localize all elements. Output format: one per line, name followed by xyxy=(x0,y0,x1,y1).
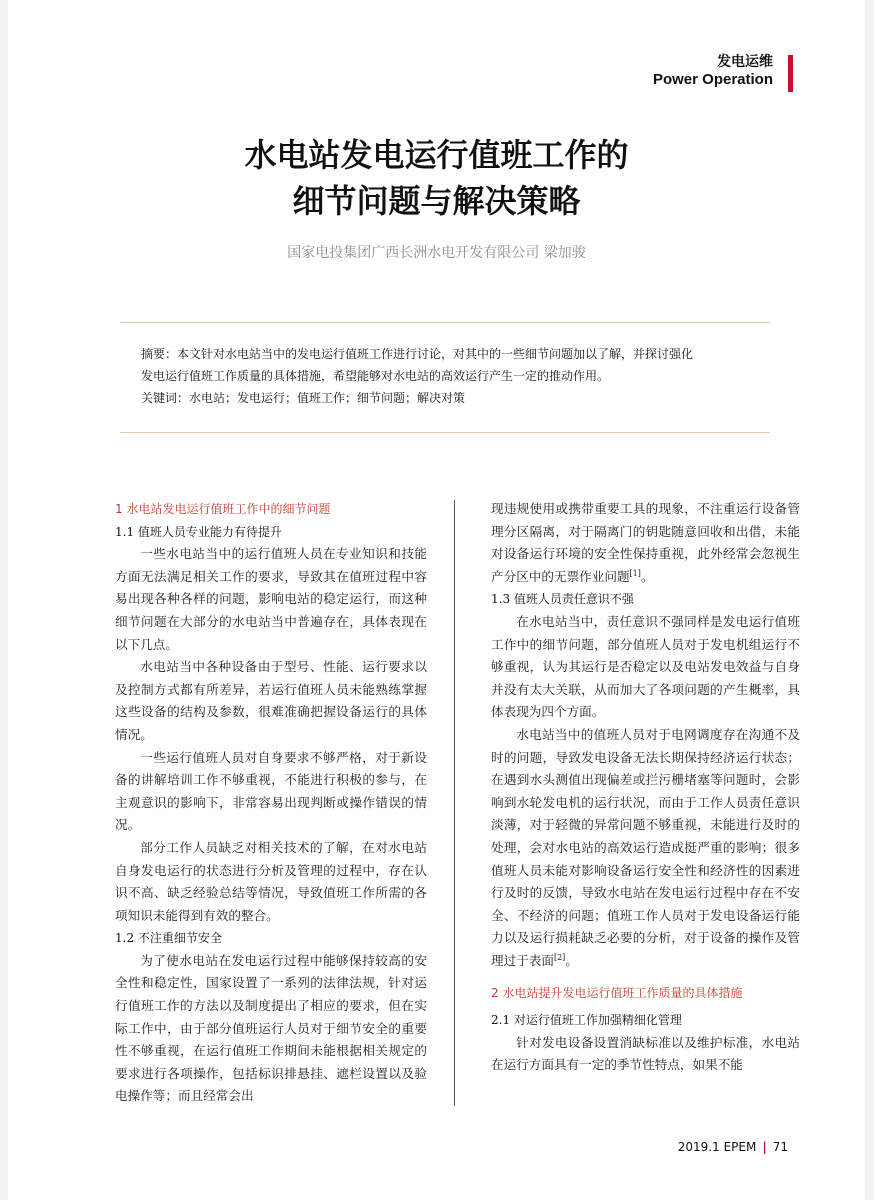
paragraph-end: 。 xyxy=(565,952,578,968)
paragraph-text: 现违规使用或携带重要工具的现象，不注重运行设备管理分区隔离，对于隔离门的钥匙随意回收和出借，未能对设备运行环境的安全性保持重视，此外经常会忽视生产分区中的无票作业问题 xyxy=(491,501,800,584)
article-title xyxy=(8,132,865,224)
page xyxy=(8,0,865,1200)
abstract-top-rule xyxy=(120,322,770,323)
abstract-line-1: 摘要：本文针对水电站当中的发电运行值班工作进行讨论，对其中的一些细节问题加以了解，并探讨强化 xyxy=(141,347,694,361)
section-2-heading: 2 水电站提升发电运行值班工作质量的具体措施 xyxy=(491,986,743,1001)
section-2-1-heading: 2.1 对运行值班工作加强精细化管理 xyxy=(491,1013,682,1028)
section-1-1-heading: 1.1 值班人员专业能力有待提升 xyxy=(115,524,282,539)
right-column xyxy=(491,498,800,1077)
citation-1: [1] xyxy=(629,568,641,578)
paragraph: 水电站当中各种设备由于型号、性能、运行要求以及控制方式都有所差异，若运行值班人员未能熟练掌握这些设备的结构及参数，很难准确把握设备运行的具体情况。 xyxy=(115,659,427,742)
section-header xyxy=(653,52,773,90)
section-1-2-heading: 1.2 不注重细节安全 xyxy=(115,931,222,946)
issue-label: 2019.1 EPEM xyxy=(677,1140,757,1154)
left-column xyxy=(115,498,427,1108)
footer-separator: | xyxy=(762,1140,767,1154)
paragraph: 为了使水电站在发电运行过程中能够保持较高的安全性和稳定性，国家设置了一系列的法律法规，针对运行值班工作的方法以及制度提出了相应的要求，但在实际工作中，由于部分值班运行人员对于细节安全的重要性不够重视，在运行值班工作期间未能根据相关规定的要求进行各项操作，包括标识排悬挂、遮栏设置以及验电操作等；而且经常会出 xyxy=(115,952,427,1104)
paragraph: 部分工作人员缺乏对相关技术的了解，在对水电站自身发电运行的状态进行分析及管理的过程中，存在认识不高、缺乏经验总结等情况，导致值班工作所需的各项知识未能得到有效的整合。 xyxy=(115,839,427,923)
abstract-line-2: 发电运行值班工作质量的具体措施，希望能够对水电站的高效运行产生一定的推动作用。 xyxy=(141,369,610,383)
title-line-2: 细节问题与解决策略 xyxy=(292,182,581,220)
abstract-block xyxy=(141,343,781,409)
paragraph-text: 水电站当中的值班人员对于电网调度存在沟通不及时的问题，导致发电设备无法长期保持经济运行状态；在遇到水头测值出现偏差或拦污栅堵塞等问题时，会影响到水轮发电机的运行状况，而由于工作人员责任意识淡薄，对于轻微的异常问题不够重视，未能进行及时的处理，会对水电站的高效运行造成挺严重的影响；很多值班人员未能对影响设备运行安全性和经济性的因素进行及时的反馈，导致水电站在发电运行过程中存在不安全、不经济的问题；值班工作人员对于发电设备运行能力以及运行损耗缺乏必要的分析，对于设备的操作及管理过于表面 xyxy=(491,726,800,968)
paragraph: 一些水电站当中的运行值班人员在专业知识和技能方面无法满足相关工作的要求，导致其在值班过程中容易出现各种各样的问题，影响电站的稳定运行，而这种细节问题在大部分的水电站当中普遍存在，具体表现在以下几点。 xyxy=(115,546,427,652)
section-accent-bar xyxy=(788,55,793,92)
citation-2: [2] xyxy=(553,952,566,962)
paragraph: 在水电站当中，责任意识不强同样是发电运行值班工作中的细节问题，部分值班人员对于发电机组运行不够重视，认为其运行是否稳定以及电站发电效益与自身并没有太大关联，从而加大了各项问题的产生概率，具体表现为四个方面。 xyxy=(491,613,800,720)
section-1-heading: 1 水电站发电运行值班工作中的细节问题 xyxy=(115,502,331,516)
abstract-bottom-rule xyxy=(120,432,770,433)
section-1-3-heading: 1.3 值班人员责任意识不强 xyxy=(491,592,634,607)
section-label-en: Power Operation xyxy=(652,71,773,88)
keywords: 关键词：水电站；发电运行；值班工作；细节问题；解决对策 xyxy=(141,391,466,405)
paragraph xyxy=(491,724,800,973)
page-number: 71 xyxy=(772,1140,788,1154)
paragraph xyxy=(491,498,800,588)
title-line-1: 水电站发电运行值班工作的 xyxy=(244,136,629,174)
column-divider xyxy=(454,500,455,1106)
author-line: 国家电投集团广西长洲水电开发有限公司 梁加骏 xyxy=(287,245,586,261)
page-footer xyxy=(678,1140,788,1154)
section-label-cn: 发电运维 xyxy=(717,53,773,69)
paragraph: 一些运行值班人员对自身要求不够严格，对于新设备的讲解培训工作不够重视，不能进行积极的参与，在主观意识的影响下，非常容易出现判断或操作错误的情况。 xyxy=(115,749,427,833)
paragraph: 针对发电设备设置消缺标准以及维护标准，水电站在运行方面具有一定的季节性特点，如果不能 xyxy=(491,1034,800,1073)
paragraph-end: 。 xyxy=(640,568,654,584)
